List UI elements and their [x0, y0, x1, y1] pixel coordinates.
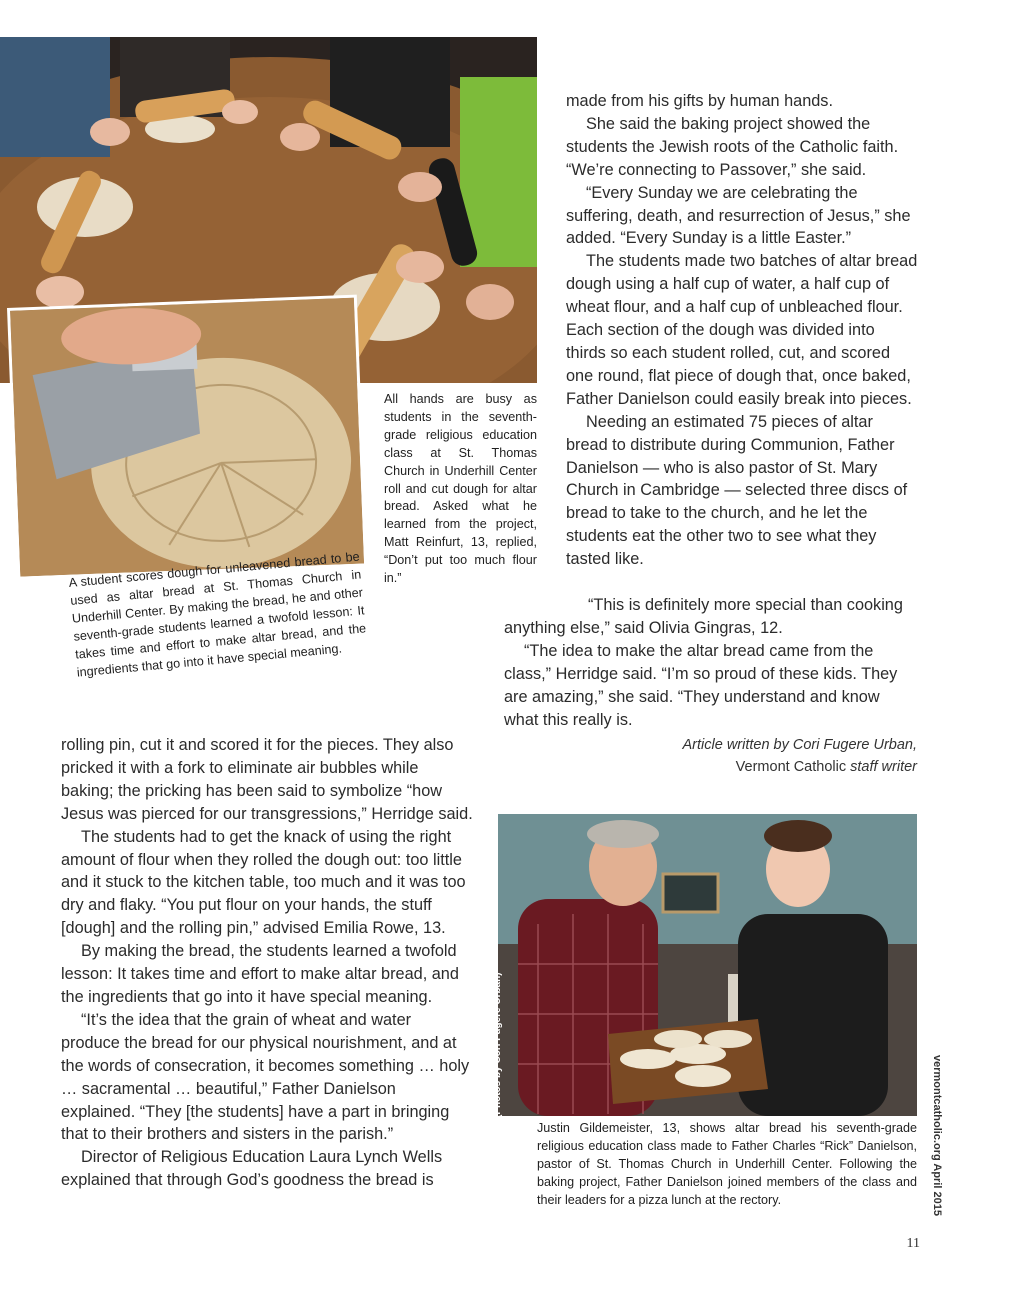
paragraph: rolling pin, cut it and scored it for the pieces. They also pricked it with a fork to eliminate air bubbles while baking; the pricking has been said to symbolize “how Jesus was pierced for our transgressions,” Herridge said. [61, 736, 473, 823]
photo-credit-text: (Photos by Cori Fugere Urban) [492, 972, 503, 1118]
byline-publication: Vermont Catholic [735, 759, 847, 775]
paragraph: By making the bread, the students learned a twofold lesson: It takes time and effort to make altar bread, and the ingredients that go into it have special meaning. [61, 942, 459, 1006]
photo-credit [492, 968, 512, 1118]
caption-bottom-text: Justin Gildemeister, 13, shows altar bread his seventh-grade religious education class made to Father Charles “Rick” Danielson, pastor of St. Thomas Church in Underhill Center. Following the baking project, Father Danielson joined members of the class and their leaders for a pizza lunch at the rectory. [537, 1121, 917, 1207]
paragraph: She said the baking project showed the students the Jewish roots of the Catholic faith. “We’re connecting to Passover,” she said. [566, 114, 899, 179]
paragraph: The students made two batches of altar bread dough using a half cup of water, a half cup of wheat flour, and a half cup of unbleached flour. Each section of the dough was divided into thirds so each student rolled, cut, and scored one round, flat piece of dough that, once baked, Father Danielson could easily break into pieces. [566, 252, 918, 408]
paragraph: “It’s the idea that the grain of wheat and water produce the bread for our physical nourishment, and at the words of consecration, it becomes something … holy … sacramental … beautiful,” Father Danielson explained. “They [the students] have a part in bringing that to their brothers and sisters in the parish.” [61, 1010, 470, 1144]
paragraph: Director of Religious Education Laura Lynch Wells explained that through God’s goodness the bread is [61, 1148, 443, 1190]
paragraph: The students had to get the knack of using the right amount of flour when they rolled the dough out: too little and it stuck to the kitchen table, too much and it was too dry and flaky. “You put flour on your hands, the stuff [dough] and the rolling pin,” advised Emilia Rowe, 13. [61, 827, 466, 938]
caption-main [384, 391, 537, 588]
byline [560, 734, 917, 778]
paragraph: made from his gifts by human hands. [566, 92, 833, 110]
side-url-text: vermontcatholic.org April 2015 [931, 1055, 943, 1216]
caption-main-text: All hands are busy as students in the seventh-grade religious education class at St. Thomas Church in Underhill Center roll and cut dough for altar bread. Asked what he learned from the project, Matt Reinfurt, 13, replied, “Don’t put too much flour in.” [384, 392, 537, 586]
caption-inset-text: A student scores dough for unleavened bread to be used as altar bread at St. Thomas Church in Underhill Center. By making the bread, he and other seventh-grade students learned a twofold lesson: It takes time and effort to make altar bread, and the ingredients that go into it have special meaning. [68, 549, 367, 680]
article-right-column [566, 90, 918, 571]
photo-scoring-dough-illustration [10, 298, 364, 577]
paragraph: “Every Sunday we are celebrating the suffering, death, and resurrection of Jesus,” she added. “Every Sunday is a little Easter.” [566, 183, 911, 248]
caption-bottom [537, 1120, 917, 1210]
article-left-column [61, 734, 474, 1192]
paragraph: Needing an estimated 75 pieces of altar bread to distribute during Communion, Father Danielson — who is also pastor of St. Mary Church in Cambridge — selected three discs of bread to take to the church, and he let the students eat the other two to see what they tasted like. [566, 412, 908, 569]
paragraph: “This is definitely more special than cooking anything else,” said Olivia Gingras, 12. [504, 596, 903, 637]
photo-priest-and-student [498, 814, 917, 1116]
page-number: 11 [906, 1236, 920, 1251]
byline-line-1: Article written by Cori Fugere Urban, [682, 737, 917, 753]
article-right-continued [504, 594, 918, 731]
paragraph: “The idea to make the altar bread came from the class,” Herridge said. “I’m so proud of these kids. They are amazing,” she said. “They understand and know what this really is. [504, 641, 898, 729]
byline-role: staff writer [850, 759, 917, 775]
side-url [925, 1055, 949, 1225]
photo-priest-and-student-illustration [498, 814, 917, 1116]
byline-line-2 [560, 756, 917, 778]
photo-scoring-dough [7, 295, 367, 580]
